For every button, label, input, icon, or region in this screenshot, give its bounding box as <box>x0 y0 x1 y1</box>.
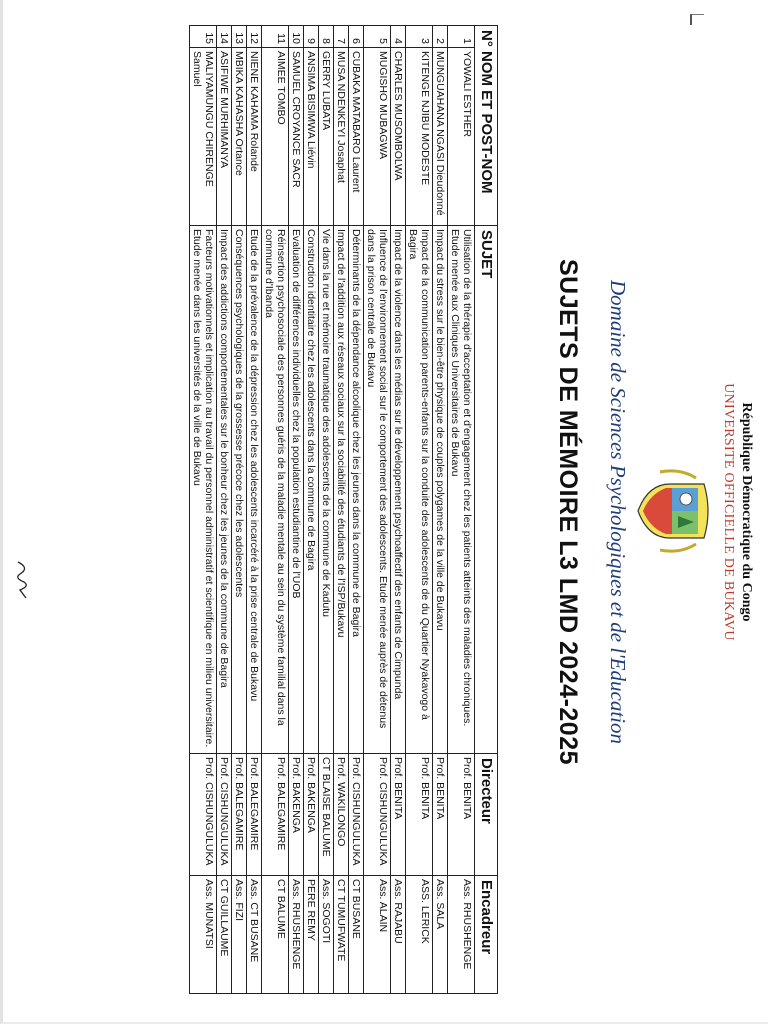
student-name: MUNGUAHANA NGASI Dieudonné <box>433 48 448 226</box>
table-row <box>289 26 304 994</box>
table-row <box>190 26 217 994</box>
table-row <box>319 26 334 994</box>
student-name: MUSA NDENKEYI Josaphat <box>334 48 349 226</box>
row-number: 1 <box>448 26 475 48</box>
header-encadreur: Encadreur <box>475 876 498 994</box>
supervisor: Ass. RHUSHENGE <box>289 876 304 994</box>
student-name: MBIKA KAHASHA Ortance <box>232 48 247 226</box>
director: Prof. CISHUNGULUKA <box>217 754 232 876</box>
university-name: UNIVERSITE OFFICIELLE DE BUKAVU <box>721 383 736 641</box>
student-name: ASIFIWE MURHIMANYA <box>217 48 232 226</box>
table-row <box>304 26 319 994</box>
director: Prof. CISHUNGULUKA <box>190 754 217 876</box>
row-number: 10 <box>289 26 304 48</box>
row-number: 14 <box>217 26 232 48</box>
row-number: 6 <box>349 26 364 48</box>
director: Prof. BALEGAMIRE <box>262 754 289 876</box>
supervisor: Ass. FIZI <box>232 876 247 994</box>
director: Prof. CISHUNGULUKA <box>349 754 364 876</box>
header-sujet: SUJET <box>475 226 498 754</box>
header-num-nom: N° NOM ET POST-NOM <box>475 26 498 226</box>
table-row <box>406 26 433 994</box>
director: Prof. BENITA <box>433 754 448 876</box>
table-row <box>364 26 391 994</box>
subject: Déterminants de la dépendance alcoolique chez les jeunes dans la commune de Bagira <box>349 226 364 754</box>
table-row <box>448 26 475 994</box>
student-name: SAMUEL CROYANCE SACR <box>289 48 304 226</box>
row-number: 9 <box>304 26 319 48</box>
student-name: GERRY LUBATA <box>319 48 334 226</box>
supervisor: Ass. RHUSHENGE <box>448 876 475 994</box>
student-name: YOWALI ESTHER <box>448 48 475 226</box>
supervisor: CT BALUME <box>262 876 289 994</box>
table-row <box>349 26 364 994</box>
supervisor: Ass. RAJABU <box>391 876 406 994</box>
row-number: 2 <box>433 26 448 48</box>
table-header-row <box>475 26 498 994</box>
subject: Conséquences psychologiques de la grossesse précoce chez les adolescentes <box>232 226 247 754</box>
student-name: NIENE KAHAMA Rolande <box>247 48 262 226</box>
domain-title: Domaine de Sciences Psychologiques et de l'Education <box>606 279 630 745</box>
row-number: 11 <box>262 26 289 48</box>
row-number: 4 <box>391 26 406 48</box>
student-name: CHARLES MUSOMBOLWA <box>391 48 406 226</box>
director: Prof. WAKILONGO <box>334 754 349 876</box>
table-row <box>391 26 406 994</box>
student-name: ANSIMA BISIMWA Liévin <box>304 48 319 226</box>
row-number: 15 <box>190 26 217 48</box>
student-name: CUBAKA MATABARO Laurent <box>349 48 364 226</box>
table-row <box>217 26 232 994</box>
subject: Impact de la violence dans les médias sur le développement psychoaffectif des enfants de Cimpunda <box>391 226 406 754</box>
student-name: MALIYAMUNGU CHIRENGE Samuel <box>190 48 217 226</box>
director: Prof. CISHUNGULUKA <box>364 754 391 876</box>
table-row <box>262 26 289 994</box>
supervisor: Ass. SOGOTI <box>319 876 334 994</box>
director: Prof. BAKENGA <box>289 754 304 876</box>
table-row <box>433 26 448 994</box>
subject: Impact de la communication parents-enfants sur la conduite des adolescents de du Quartier Nyakavogo à Bagira <box>406 226 433 754</box>
supervisor: CT GUILLAUME <box>217 876 232 994</box>
row-number: 8 <box>319 26 334 48</box>
supervisor: Ass. CT BUSANE <box>247 876 262 994</box>
student-name: AIMEE TOMBO <box>262 48 289 226</box>
subject: Utilisation de la thérapie d'acceptation et d'engagement chez les patients atteints des maladies chroniques. Etude menée aux Cliniques Universitaires de Bukavu <box>448 226 475 754</box>
director: Prof. BENITA <box>391 754 406 876</box>
subject: Vie dans la rue et mémoire traumatique des adolescents de la commune de Kadutu <box>319 226 334 754</box>
row-number: 12 <box>247 26 262 48</box>
subject: Impact de l'addition aux réseaux sociaux sur la sociabilité des étudiants de l'ISP/Bukavu <box>334 226 349 754</box>
supervisor: Ass. ALAIN <box>364 876 391 994</box>
subject: Facteurs motivationnels et implication au travail du personnel administratif et scientifique en milieu universitaire. Etude menée dans les universités de la ville de Bukavu <box>190 226 217 754</box>
director: Prof. BALEGAMIRE <box>232 754 247 876</box>
row-number: 13 <box>232 26 247 48</box>
table-row <box>232 26 247 994</box>
document-header <box>518 0 768 1024</box>
supervisor: Ass. SALA <box>433 876 448 994</box>
table-row <box>247 26 262 994</box>
director: Prof. BENITA <box>448 754 475 876</box>
supervisor: ASS. LERICK <box>406 876 433 994</box>
row-number: 5 <box>364 26 391 48</box>
student-name: MUGISHO MUBAGWA <box>364 48 391 226</box>
row-number: 7 <box>334 26 349 48</box>
supervisor: Ass. MUNATSI <box>190 876 217 994</box>
director: Prof. BAKENGA <box>304 754 319 876</box>
header-directeur: Directeur <box>475 754 498 876</box>
director: Prof. BENITA <box>406 754 433 876</box>
country-name: République Démocratique du Congo <box>739 402 754 622</box>
page-title: SUJETS DE MÉMOIRE L3 LMD 2024-2025 <box>554 258 582 766</box>
subject: Impact du stress sur le bien-être physique de couples polygames de la ville de Bukavu <box>433 226 448 754</box>
subject: Réinsertion psychosociale des personnes guéris de la maladie mentale au sein du système familial dans la commune d'Ibanda <box>262 226 289 754</box>
subject: Impact des addictions comportementales sur le bonheur chez les jeunes de la commune de Bagira <box>217 226 232 754</box>
supervisor: CT BUSANE <box>349 876 364 994</box>
supervisor: CT TUMUFWATE <box>334 876 349 994</box>
director: Prof. BALEGAMIRE <box>247 754 262 876</box>
student-name: KITENGE NJIBU MODESTE <box>406 48 433 226</box>
table-row <box>334 26 349 994</box>
signature-icon <box>12 560 32 600</box>
memoire-table <box>189 25 498 994</box>
subject: Evaluation de différences individuelles chez la population estudiantine de l'UOB <box>289 226 304 754</box>
subject: Construction identitaire chez les adolescents dans la commune de Bagira <box>304 226 319 754</box>
supervisor: PERE REMY <box>304 876 319 994</box>
subject: Etude de la prévalence de la dépression chez les adolescents incarcéré à la prise centrale de Bukavu <box>247 226 262 754</box>
subject: Influence de l'environnement social sur le comportement des adolescents. Etude menée auprès de détenus dans la prison centrale de Bukavu <box>364 226 391 754</box>
university-crest-icon <box>636 464 710 558</box>
row-number: 3 <box>406 26 433 48</box>
director: CT BLAISE BALUME <box>319 754 334 876</box>
